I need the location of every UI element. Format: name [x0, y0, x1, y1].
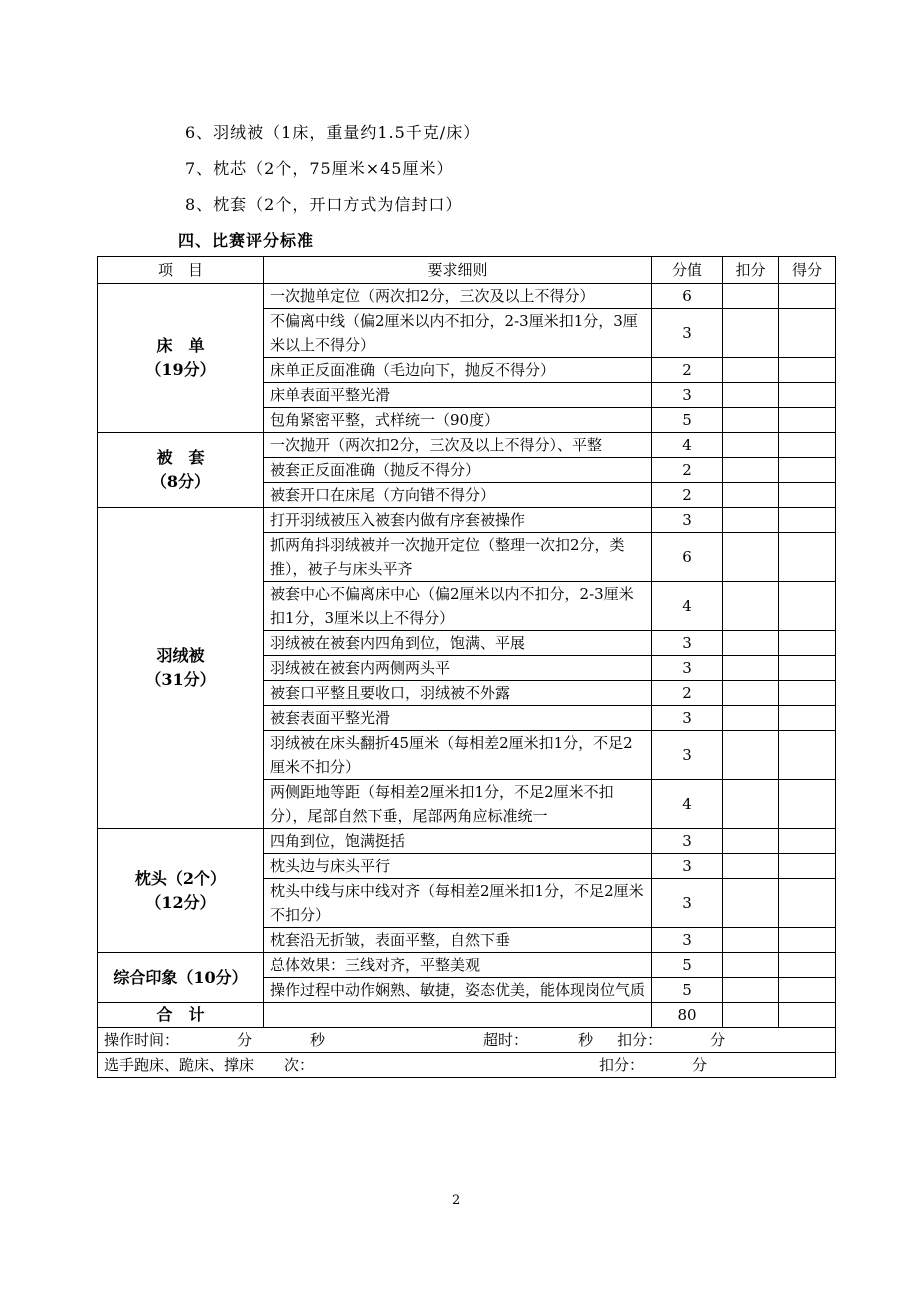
deduction-cell[interactable] — [723, 928, 779, 953]
score-value-cell: 5 — [652, 978, 723, 1003]
score-value-cell: 3 — [652, 309, 723, 358]
requirement-cell: 一次抛单定位（两次扣2分，三次及以上不得分） — [264, 284, 652, 309]
deduction-cell[interactable] — [723, 458, 779, 483]
category-name: 床 单 — [156, 336, 205, 355]
score-value-cell: 3 — [652, 383, 723, 408]
category-points: （31分） — [145, 670, 216, 689]
deduction-cell[interactable] — [723, 582, 779, 631]
deduction-cell[interactable] — [723, 879, 779, 928]
category-name: 枕头（2个） — [134, 868, 227, 888]
earned-cell[interactable] — [779, 483, 836, 508]
score-value-cell: 3 — [652, 706, 723, 731]
earned-cell[interactable] — [779, 309, 836, 358]
score-value-cell: 4 — [652, 433, 723, 458]
header-score: 分值 — [652, 257, 723, 284]
footer-time-row — [98, 1028, 836, 1053]
page-number: 2 — [452, 1193, 461, 1208]
header-earned: 得分 — [779, 257, 836, 284]
score-value-cell: 6 — [652, 533, 723, 582]
requirement-cell: 被套表面平整光滑 — [264, 706, 652, 731]
table-header-row — [98, 257, 836, 284]
overtime-label: 超时： — [483, 1031, 529, 1049]
category-name: 羽绒被 — [156, 646, 205, 665]
scoring-table — [97, 256, 836, 1078]
score-value-cell: 2 — [652, 458, 723, 483]
requirement-cell: 羽绒被在被套内四角到位，饱满、平展 — [264, 631, 652, 656]
deduction-cell[interactable] — [723, 681, 779, 706]
deduction-cell[interactable] — [723, 483, 779, 508]
requirement-cell: 包角紧密平整，式样统一（90度） — [264, 408, 652, 433]
earned-cell[interactable] — [779, 458, 836, 483]
table-body — [98, 284, 836, 1078]
score-value-cell: 2 — [652, 483, 723, 508]
score-value-cell: 3 — [652, 731, 723, 780]
requirement-cell: 床单表面平整光滑 — [264, 383, 652, 408]
table-row — [98, 953, 836, 978]
requirement-cell: 羽绒被在被套内两侧两头平 — [264, 656, 652, 681]
deduction-cell[interactable] — [723, 953, 779, 978]
deduction-cell[interactable] — [723, 383, 779, 408]
requirement-cell: 被套口平整且要收口，羽绒被不外露 — [264, 681, 652, 706]
total-earned-cell[interactable] — [779, 1003, 836, 1028]
total-score: 80 — [652, 1003, 723, 1028]
earned-cell[interactable] — [779, 978, 836, 1003]
deduction-cell[interactable] — [723, 508, 779, 533]
category-cell — [98, 508, 264, 829]
requirement-cell: 抓两角抖羽绒被并一次抛开定位（整理一次扣2分，类推），被子与床头平齐 — [264, 533, 652, 582]
penalty-label: 选手跑床、跪床、撑床 次： — [104, 1056, 315, 1074]
requirement-cell: 床单正反面准确（毛边向下，抛反不得分） — [264, 358, 652, 383]
requirement-cell: 总体效果：三线对齐，平整美观 — [264, 953, 652, 978]
table-row — [98, 508, 836, 533]
intro-item: 8、枕套（2个，开口方式为信封口） — [185, 195, 463, 214]
requirement-cell: 羽绒被在床头翻折45厘米（每相差2厘米扣1分，不足2厘米不扣分） — [264, 731, 652, 780]
header-requirement: 要求细则 — [264, 257, 652, 284]
deduction-cell[interactable] — [723, 533, 779, 582]
deduction-cell[interactable] — [723, 284, 779, 309]
requirement-cell: 不偏离中线（偏2厘米以内不扣分，2-3厘米扣1分，3厘米以上不得分） — [264, 309, 652, 358]
score-value-cell: 2 — [652, 681, 723, 706]
earned-cell[interactable] — [779, 706, 836, 731]
deduction-cell[interactable] — [723, 358, 779, 383]
earned-cell[interactable] — [779, 284, 836, 309]
category-cell — [98, 829, 264, 953]
deduction-cell[interactable] — [723, 631, 779, 656]
minute-label: 分 — [237, 1031, 253, 1049]
requirement-cell: 被套开口在床尾（方向错不得分） — [264, 483, 652, 508]
score-value-cell: 4 — [652, 780, 723, 829]
category-cell — [98, 953, 264, 1003]
total-blank-cell — [264, 1003, 652, 1028]
requirement-cell: 一次抛开（两次扣2分，三次及以上不得分）、平整 — [264, 433, 652, 458]
earned-cell[interactable] — [779, 656, 836, 681]
table-row — [98, 433, 836, 458]
deduct-label: 扣分： — [617, 1031, 663, 1049]
deduction-cell[interactable] — [723, 731, 779, 780]
category-points: （8分） — [150, 472, 211, 491]
requirement-cell: 四角到位，饱满挺括 — [264, 829, 652, 854]
deduction-cell[interactable] — [723, 978, 779, 1003]
earned-cell[interactable] — [779, 681, 836, 706]
category-cell — [98, 284, 264, 433]
deduct-unit: 分 — [710, 1031, 726, 1049]
requirement-cell: 两侧距地等距（每相差2厘米扣1分，不足2厘米不扣分），尾部自然下垂，尾部两角应标准统一 — [264, 780, 652, 829]
earned-cell[interactable] — [779, 631, 836, 656]
operation-time-label: 操作时间： — [104, 1031, 180, 1049]
category-name: 综合印象（10分） — [113, 967, 248, 987]
score-value-cell: 4 — [652, 582, 723, 631]
second-label: 秒 — [310, 1031, 326, 1049]
earned-cell[interactable] — [779, 829, 836, 854]
category-points: （19分） — [145, 360, 216, 379]
requirement-cell: 枕头边与床头平行 — [264, 854, 652, 879]
earned-cell[interactable] — [779, 433, 836, 458]
deduction-cell[interactable] — [723, 309, 779, 358]
table-row — [98, 829, 836, 854]
requirement-cell: 被套正反面准确（抛反不得分） — [264, 458, 652, 483]
category-points: （12分） — [145, 892, 216, 912]
deduction-cell[interactable] — [723, 656, 779, 681]
deduction-cell[interactable] — [723, 433, 779, 458]
requirement-cell: 操作过程中动作娴熟、敏捷，姿态优美，能体现岗位气质 — [264, 978, 652, 1003]
footer-time-cell[interactable] — [98, 1028, 836, 1053]
earned-cell[interactable] — [779, 383, 836, 408]
score-value-cell: 3 — [652, 879, 723, 928]
total-label: 合 计 — [98, 1003, 264, 1028]
score-value-cell: 3 — [652, 508, 723, 533]
intro-item: 7、枕芯（2个，75厘米×45厘米） — [185, 159, 454, 178]
score-value-cell: 3 — [652, 829, 723, 854]
earned-cell[interactable] — [779, 582, 836, 631]
header-deduction: 扣分 — [723, 257, 779, 284]
section-title: 四、比赛评分标准 — [178, 231, 315, 250]
score-value-cell: 3 — [652, 631, 723, 656]
earned-cell[interactable] — [779, 533, 836, 582]
score-value-cell: 6 — [652, 284, 723, 309]
earned-cell[interactable] — [779, 731, 836, 780]
deduction-cell[interactable] — [723, 408, 779, 433]
score-value-cell: 3 — [652, 854, 723, 879]
requirement-cell: 打开羽绒被压入被套内做有序套被操作 — [264, 508, 652, 533]
penalty-deduct-label: 扣分： — [599, 1056, 645, 1074]
earned-cell[interactable] — [779, 854, 836, 879]
earned-cell[interactable] — [779, 358, 836, 383]
header-item: 项 目 — [98, 257, 264, 284]
score-value-cell: 3 — [652, 928, 723, 953]
earned-cell[interactable] — [779, 953, 836, 978]
score-value-cell: 5 — [652, 408, 723, 433]
earned-cell[interactable] — [779, 928, 836, 953]
score-value-cell: 2 — [652, 358, 723, 383]
penalty-deduct-unit: 分 — [692, 1056, 708, 1074]
footer-penalty-cell[interactable] — [98, 1053, 836, 1078]
deduction-cell[interactable] — [723, 854, 779, 879]
category-cell — [98, 433, 264, 508]
table-row — [98, 284, 836, 309]
deduction-cell[interactable] — [723, 829, 779, 854]
earned-cell[interactable] — [779, 780, 836, 829]
deduction-cell[interactable] — [723, 780, 779, 829]
score-value-cell: 3 — [652, 656, 723, 681]
requirement-cell: 枕套沿无折皱，表面平整，自然下垂 — [264, 928, 652, 953]
overtime-second-label: 秒 — [578, 1031, 594, 1049]
category-name: 被 套 — [156, 448, 205, 467]
earned-cell[interactable] — [779, 879, 836, 928]
earned-cell[interactable] — [779, 408, 836, 433]
requirement-cell: 被套中心不偏离床中心（偏2厘米以内不扣分，2-3厘米扣1分，3厘米以上不得分） — [264, 582, 652, 631]
footer-penalty-row — [98, 1053, 836, 1078]
earned-cell[interactable] — [779, 508, 836, 533]
requirement-cell: 枕头中线与床中线对齐（每相差2厘米扣1分，不足2厘米不扣分） — [264, 879, 652, 928]
total-row — [98, 1003, 836, 1028]
score-value-cell: 5 — [652, 953, 723, 978]
total-deduction-cell[interactable] — [723, 1003, 779, 1028]
deduction-cell[interactable] — [723, 706, 779, 731]
intro-item: 6、羽绒被（1床，重量约1.5千克/床） — [185, 123, 481, 142]
